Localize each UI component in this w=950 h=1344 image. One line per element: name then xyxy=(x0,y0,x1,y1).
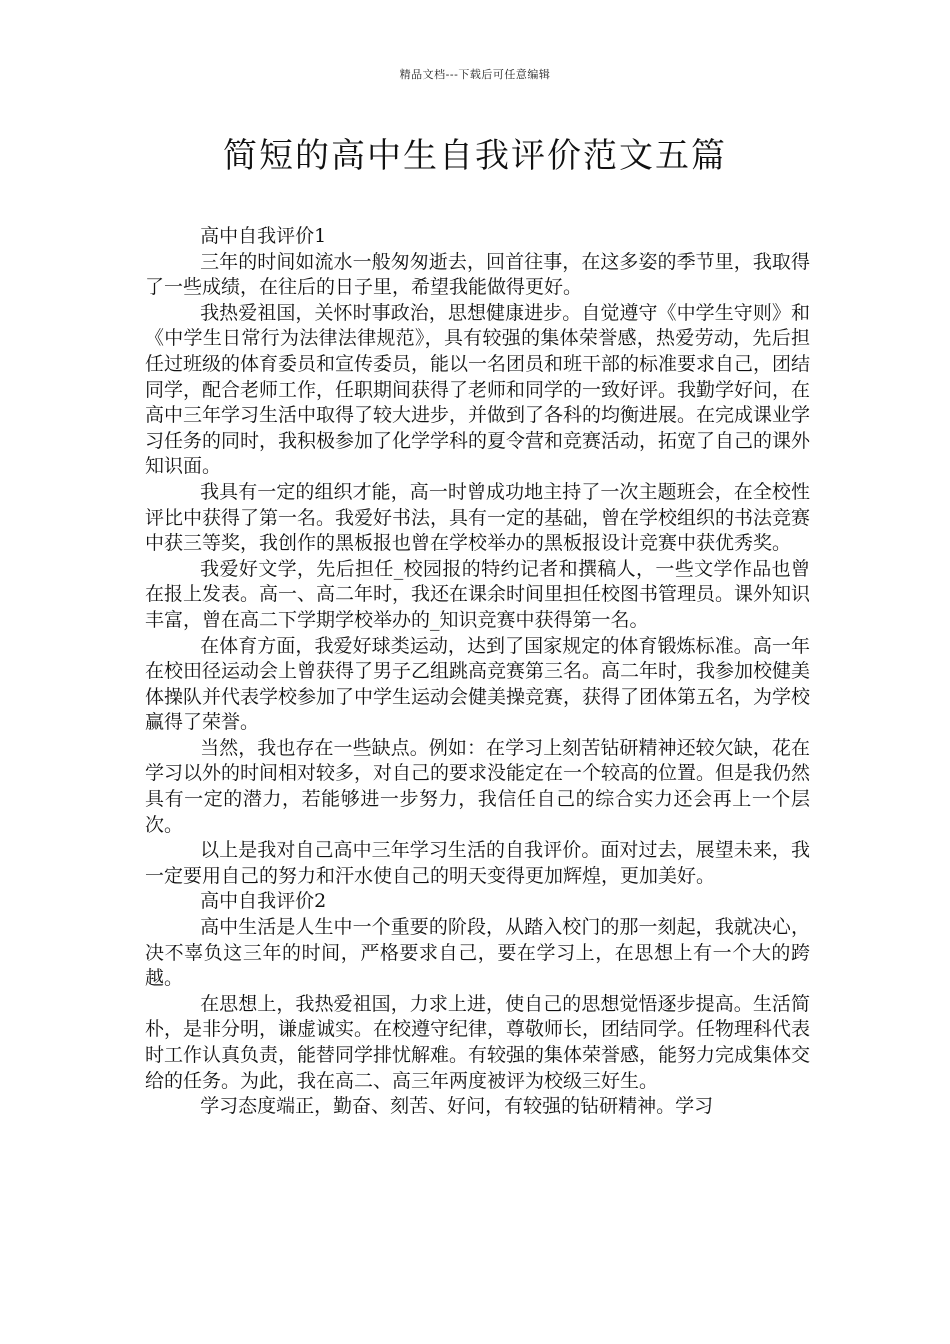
section-heading: 高中自我评价2 xyxy=(200,890,327,913)
paragraph: 学习态度端正，勤奋、刻苦、好问，有较强的钻研精神。学习 xyxy=(200,1095,714,1118)
paragraph: 以上是我对自己高中三年学习生活的自我评价。面对过去，展望未来，我一定要用自己的努力和汗水使自己的明天变得更加辉煌，更加美好。 xyxy=(145,839,810,887)
section-heading: 高中自我评价1 xyxy=(200,225,327,247)
paragraph: 我具有一定的组织才能，高一时曾成功地主持了一次主题班会，在全校性评比中获得了第一名。我爱好书法，具有一定的基础，曾在学校组织的书法竞赛中获三等奖，我创作的黑板报也曾在学校举办的黑板报设计竞赛中获优秀奖。 xyxy=(145,480,811,555)
document-body xyxy=(145,224,810,1120)
paragraph: 我爱好文学，先后担任_校园报的特约记者和撰稿人，一些文学作品也曾在报上发表。高一、高二年时，我还在课余时间里担任校图书管理员。课外知识丰富，曾在高二下学期学校举办的_知识竞赛中获得第一名。 xyxy=(145,557,811,631)
paragraph: 当然，我也存在一些缺点。例如：在学习上刻苦钻研精神还较欠缺，花在学习以外的时间相对较多，对自己的要求没能定在一个较高的位置。但是我仍然具有一定的潜力，若能够进一步努力，我信任自己的综合实力还会再上一个层次。 xyxy=(145,736,811,836)
paragraph: 高中生活是人生中一个重要的阶段，从踏入校门的那一刻起，我就决心，决不辜负这三年的时间，严格要求自己，要在学习上，在思想上有一个大的跨越。 xyxy=(145,916,810,990)
page-header-note: 精品文档---下载后可任意编辑 xyxy=(399,68,551,81)
paragraph: 三年的时间如流水一般匆匆逝去，回首往事，在这多姿的季节里，我取得了一些成绩，在往后的日子里，希望我能做得更好。 xyxy=(145,250,810,299)
paragraph: 我热爱祖国，关怀时事政治，思想健康进步。自觉遵守《中学生守则》和《中学生日常行为法律法律规范》，具有较强的集体荣誉感，热爱劳动，先后担任过班级的体育委员和宣传委员，能以一名团员和班干部的标准要求自己，团结同学，配合老师工作，任职期间获得了老师和同学的一致好评。我勤学好问，在高中三年学习生活中取得了较大进步，并做到了各科的均衡进展。在完成课业学习任务的同时，我积极参加了化学学科的夏令营和竞赛活动，拓宽了自己的课外知识面。 xyxy=(145,301,811,478)
paragraph: 在思想上，我热爱祖国，力求上进，使自己的思想觉悟逐步提高。生活简朴，是非分明，谦虚诚实。在校遵守纪律，尊敬师长，团结同学。任物理科代表时工作认真负责，能替同学排忧解难。有较强的集体荣誉感，能努力完成集体交给的任务。为此，我在高二、高三年两度被评为校级三好生。 xyxy=(145,992,811,1092)
document-title: 简短的高中生自我评价范文五篇 xyxy=(223,136,727,176)
paragraph: 在体育方面，我爱好球类运动，达到了国家规定的体育锻炼标准。高一年在校田径运动会上曾获得了男子乙组跳高竞赛第三名。高二年时，我参加校健美体操队并代表学校参加了中学生运动会健美操竞赛，获得了团体第五名，为学校赢得了荣誉。 xyxy=(145,634,811,734)
